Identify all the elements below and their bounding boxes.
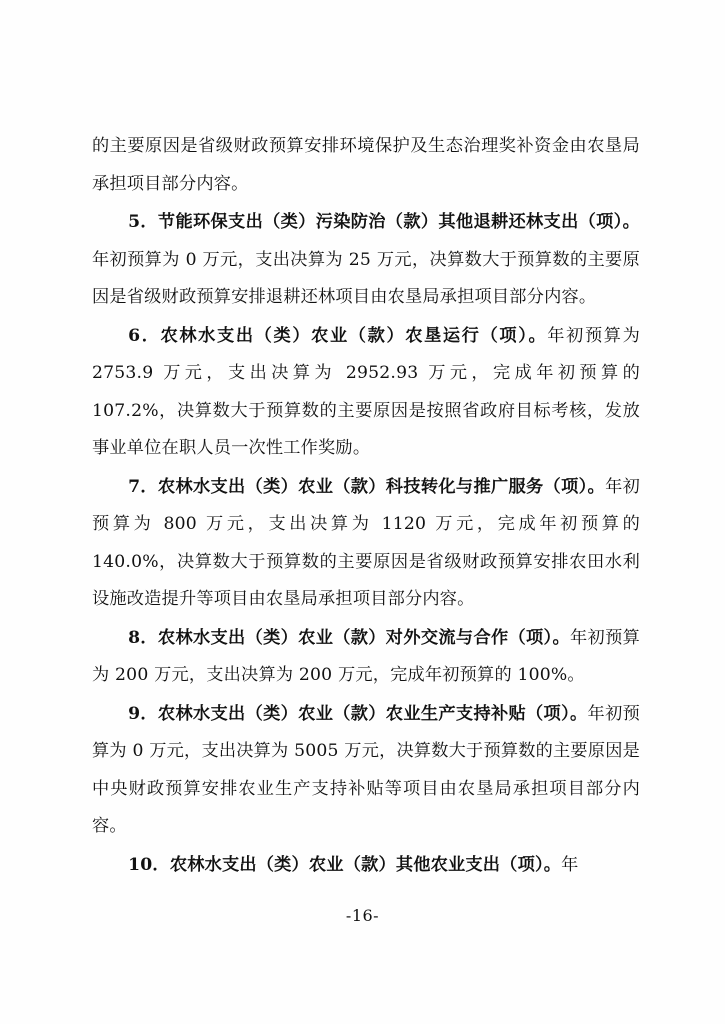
paragraph-run: 6．农林水支出（类）农业（款）农垦运行（项）。	[128, 325, 548, 346]
paragraph-p-item-10	[92, 847, 640, 885]
paragraph-p-item-6	[92, 318, 640, 468]
paragraph-run: 8．农林水支出（类）农业（款）对外交流与合作（项）。	[128, 627, 571, 648]
paragraph-run: 的主要原因是省级财政预算安排环境保护及生态治理奖补资金由农垦局承担项目部分内容。	[92, 136, 640, 194]
paragraph-run: 年初预算为 2753.9 万元，支出决算为 2952.93 万元，完成年初预算的 107.2%，决算数大于预算数的主要原因是按照省政府目标考核，发放事业单位在职人员一次性工作奖励。	[92, 325, 640, 458]
paragraph-p-item-5	[92, 204, 640, 317]
paragraph-p-continuation	[92, 128, 640, 203]
page-number: -16-	[345, 906, 380, 925]
paragraph-p-item-9	[92, 696, 640, 846]
paragraph-run: 年初预算为 800 万元，支出决算为 1120 万元，完成年初预算的 140.0%，决算数大于预算数的主要原因是省级财政预算安排农田水利设施改造提升等项目由农垦局承担项目部分内容。	[92, 476, 640, 609]
paragraph-run: 年初预算为 0 万元，支出决算为 5005 万元，决算数大于预算数的主要原因是中央财政预算安排农业生产支持补贴等项目由农垦局承担项目部分内容。	[92, 703, 640, 836]
paragraph-run: 9．农林水支出（类）农业（款）农业生产支持补贴（项）。	[128, 703, 588, 724]
paragraph-p-item-8	[92, 620, 640, 695]
paragraph-p-item-7	[92, 469, 640, 619]
paragraph-run: 年	[561, 854, 579, 875]
paragraph-run: 7．农林水支出（类）农业（款）科技转化与推广服务（项）。	[128, 476, 606, 497]
paragraph-run: 年初预算为 200 万元，支出决算为 200 万元，完成年初预算的 100%。	[92, 627, 640, 685]
paragraph-run: 年初预算为 0 万元，支出决算为 25 万元，决算数大于预算数的主要原因是省级财政预算安排退耕还林项目由农垦局承担项目部分内容。	[92, 249, 640, 307]
document-body	[92, 128, 640, 885]
paragraph-run: 5．节能环保支出（类）污染防治（款）其他退耕还林支出（项）。	[128, 212, 640, 232]
paragraph-run: 10．农林水支出（类）农业（款）其他农业支出（项）。	[128, 854, 562, 875]
